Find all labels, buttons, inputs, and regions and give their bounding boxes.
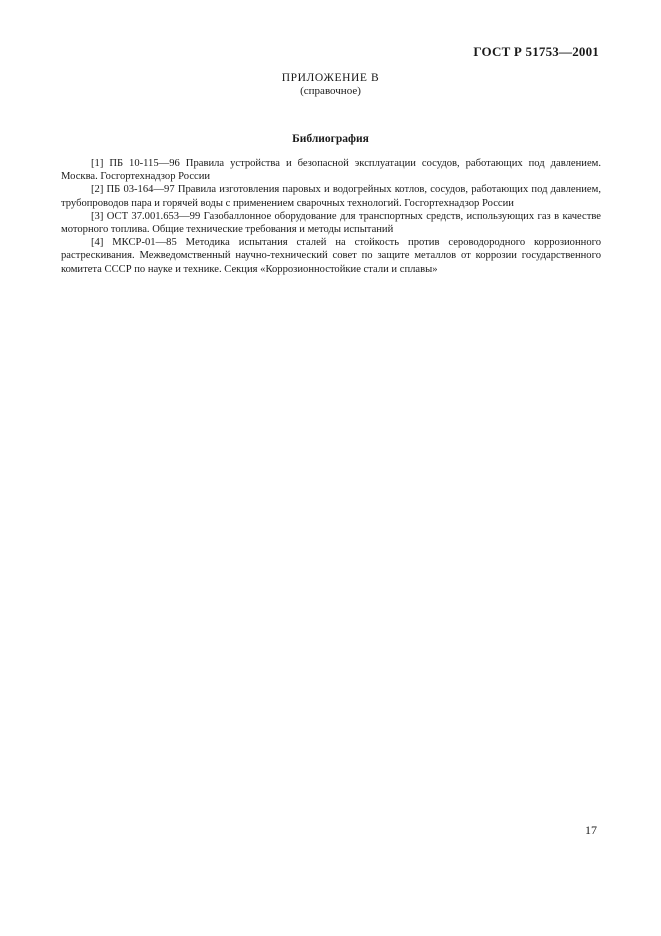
bibliography-item: [4] МКСР-01—85 Методика испытания сталей на стойкость против сероводородного коррозионного растрескивания. Межведомственный научно-технический совет по защите металлов от коррозии государственного комитета СССР по науке и технике. Секция «Коррозионностойкие стали и сплавы» — [61, 237, 601, 275]
bibliography-item: [1] ПБ 10-115—96 Правила устройства и безопасной эксплуатации сосудов, работающих под давлением. Москва. Госгортехнадзор России — [61, 158, 601, 183]
appendix-header — [0, 72, 661, 98]
bibliography-list — [61, 157, 601, 276]
bibliography-item: [2] ПБ 03-164—97 Правила изготовления паровых и водогрейных котлов, сосудов, работающих под давлением, трубопроводов пара и горячей воды с применением сварочных технологий. Госгортехнадзор России — [61, 184, 601, 209]
bibliography-heading: Библиография — [292, 133, 369, 145]
page-number: 17 — [585, 823, 597, 837]
appendix-subtitle: (справочное) — [300, 85, 361, 97]
document-code: ГОСТ Р 51753—2001 — [473, 44, 599, 59]
appendix-title: ПРИЛОЖЕНИЕ В — [281, 72, 380, 84]
bibliography-item: [3] ОСТ 37.001.653—99 Газобаллонное оборудование для транспортных средств, использующих газ в качестве моторного топлива. Общие технические требования и методы испытаний — [61, 210, 601, 236]
